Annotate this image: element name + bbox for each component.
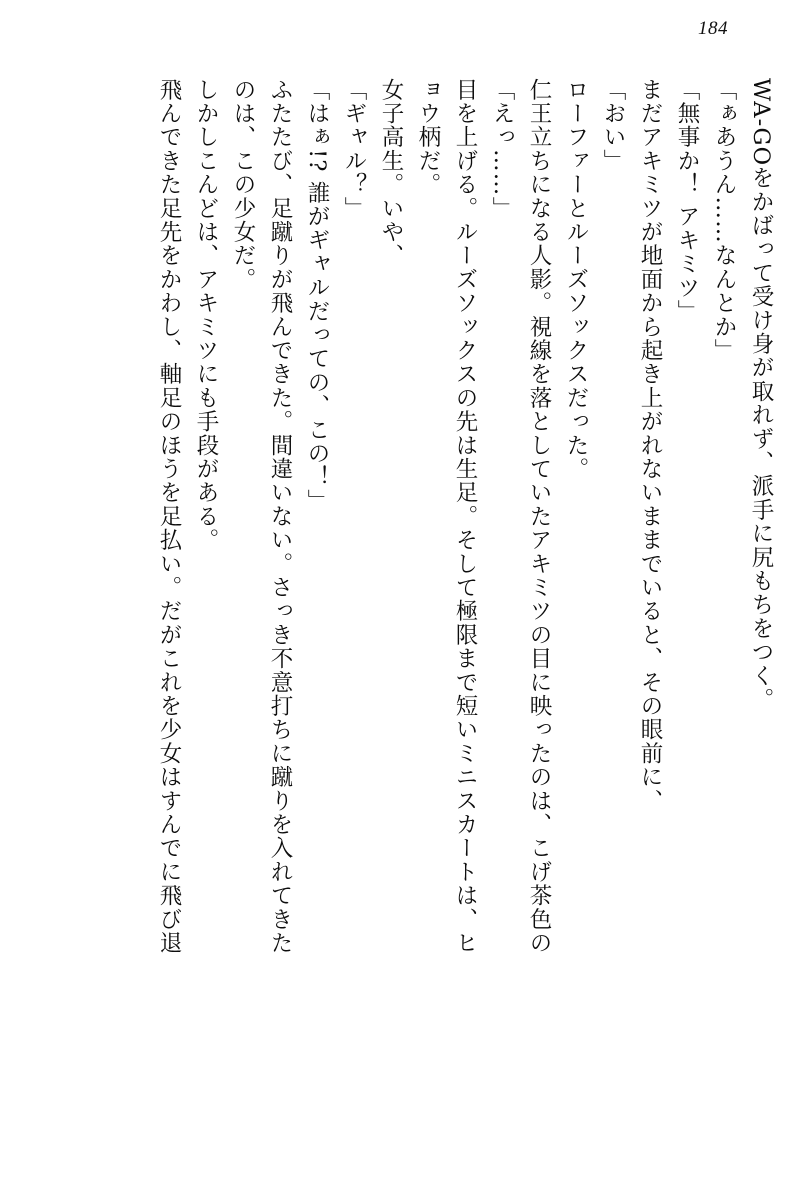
text-line: 「ぁあうん……なんとか」 — [711, 78, 737, 363]
text-line: のは、この少女だ。 — [230, 78, 256, 292]
text-line: 「無事か！ アキミツ」 — [674, 78, 700, 324]
vertical-text-block — [30, 78, 772, 1160]
text-line: WA‑GOをかばって受け身が取れず、派手に尻もちをつく。 — [748, 78, 774, 712]
text-line: ョウ柄だ。 — [415, 78, 441, 197]
text-line: ふたたび、足蹴りが飛んできた。間違いない。さっき不意打ちに蹴りを入れてきた — [267, 78, 293, 955]
text-line: 「えっ……」 — [489, 78, 515, 221]
text-line: ローファーとルーズソックスだった。 — [563, 78, 589, 481]
text-line: 仁王立ちになる人影。視線を落としていたアキミツの目に映ったのは、こげ茶色の — [526, 78, 552, 955]
text-line: まだアキミツが地面から起き上がれないままでいると、その眼前に、 — [637, 78, 663, 813]
text-line: 「ギャル？」 — [341, 78, 367, 221]
text-line: 目を上げる。ルーズソックスの先は生足。そして極限まで短いミニスカートは、ヒ — [452, 78, 478, 955]
text-line: 「おい」 — [600, 78, 626, 173]
text-line: しかしこんどは、アキミツにも手段がある。 — [193, 78, 219, 552]
text-line: 女子高生。いや、 — [378, 78, 404, 268]
text-line: 飛んできた足先をかわし、軸足のほうを足払い。だがこれを少女はすんでに飛び退 — [156, 78, 182, 955]
page-number: 184 — [698, 18, 728, 39]
text-line: 「はぁ!? 誰がギャルだっての、この！」 — [304, 78, 330, 513]
